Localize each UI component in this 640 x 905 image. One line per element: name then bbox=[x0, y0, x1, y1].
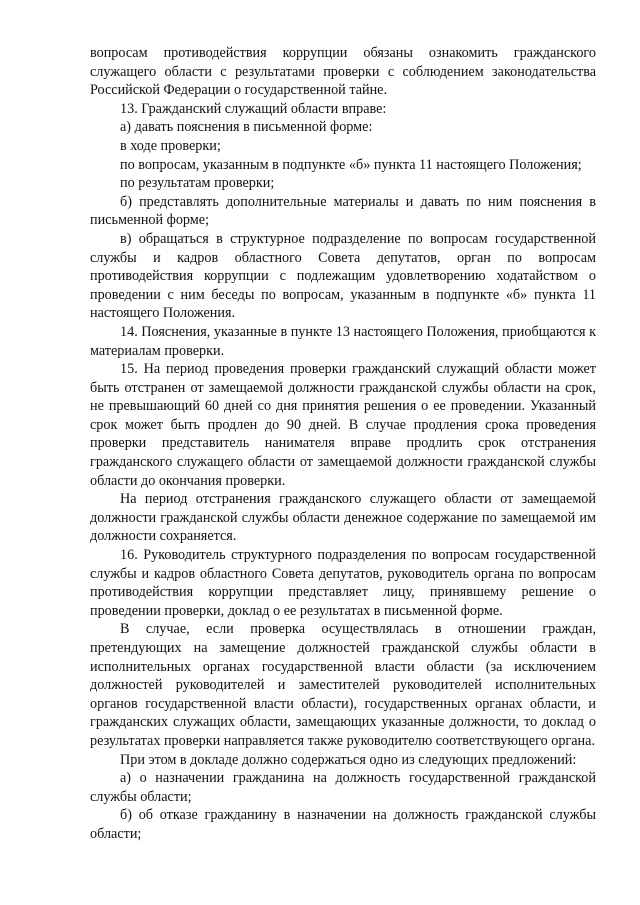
paragraph-during-check: в ходе проверки; bbox=[120, 137, 221, 154]
paragraph-subitem-a: а) давать пояснения в письменной форме: bbox=[120, 119, 373, 136]
document-body bbox=[90, 44, 596, 844]
paragraph-item-14: 14. Пояснения, указанные в пункте 13 настоящего Положения, приобщаются к материалам проверки. bbox=[90, 323, 596, 359]
paragraph-on-questions: по вопросам, указанным в подпункте «б» пункта 11 настоящего Положения; bbox=[120, 156, 582, 173]
paragraph-report-proposals: При этом в докладе должно содержаться одно из следующих предложений: bbox=[120, 751, 577, 768]
paragraph-proposal-b: б) об отказе гражданину в назначении на должность гражданской службы области; bbox=[90, 807, 596, 842]
paragraph-continuation: вопросам противодействия коррупции обязаны ознакомить гражданского служащего области с результатами проверки с соблюдением законодательства Российской Федерации о государственной тайне. bbox=[90, 45, 596, 99]
paragraph-item-16: 16. Руководитель структурного подразделения по вопросам государственной службы и кадров областного Совета депутатов, руководитель органа по вопросам противодействия коррупции представляет лицу, принявшему решение о проведении проверки, доклад о ее результатах в письменной форме. bbox=[90, 547, 596, 619]
paragraph-item-15: 15. На период проведения проверки гражданский служащий области может быть отстранен от замещаемой должности гражданской службы области на срок, не превышающий 60 дней со дня принятия решения о ее проведении. Указанный срок может быть продлен до 90 дней. В случае продления срока проведения проверки представитель нанимателя вправе продлить срок отстранения гражданского служащего области от замещаемой должности гражданской службы области до окончания проверки. bbox=[90, 361, 596, 489]
paragraph-candidates-case: В случае, если проверка осуществлялась в отношении граждан, претендующих на замещение должностей гражданской службы области в исполнительных органах государственной власти области (за исключением должностей руководителей и заместителей руководителей исполнительных органов государственной власти области), государственных органах области, и гражданских служащих области, замещающих указанные должности, то доклад о результатах проверки направляется также руководителю соответствующего органа. bbox=[90, 621, 596, 749]
paragraph-suspension-pay: На период отстранения гражданского служащего области от замещаемой должности гражданской службы области денежное содержание по замещаемой им должности сохраняется. bbox=[90, 491, 596, 545]
paragraph-on-results: по результатам проверки; bbox=[120, 175, 275, 192]
paragraph-subitem-v: в) обращаться в структурное подразделение по вопросам государственной службы и кадров областного Совета депутатов, орган по вопросам противодействия коррупции с подлежащим удовлетворению ходатайством о проведении с ним беседы по вопросам, указанным в подпункте «б» пункта 11 настоящего Положения. bbox=[90, 230, 596, 322]
paragraph-proposal-a: а) о назначении гражданина на должность государственной гражданской службы области; bbox=[90, 770, 596, 805]
paragraph-item-13: 13. Гражданский служащий области вправе: bbox=[120, 100, 387, 117]
paragraph-subitem-b: б) представлять дополнительные материалы и давать по ним пояснения в письменной форме; bbox=[90, 193, 596, 229]
